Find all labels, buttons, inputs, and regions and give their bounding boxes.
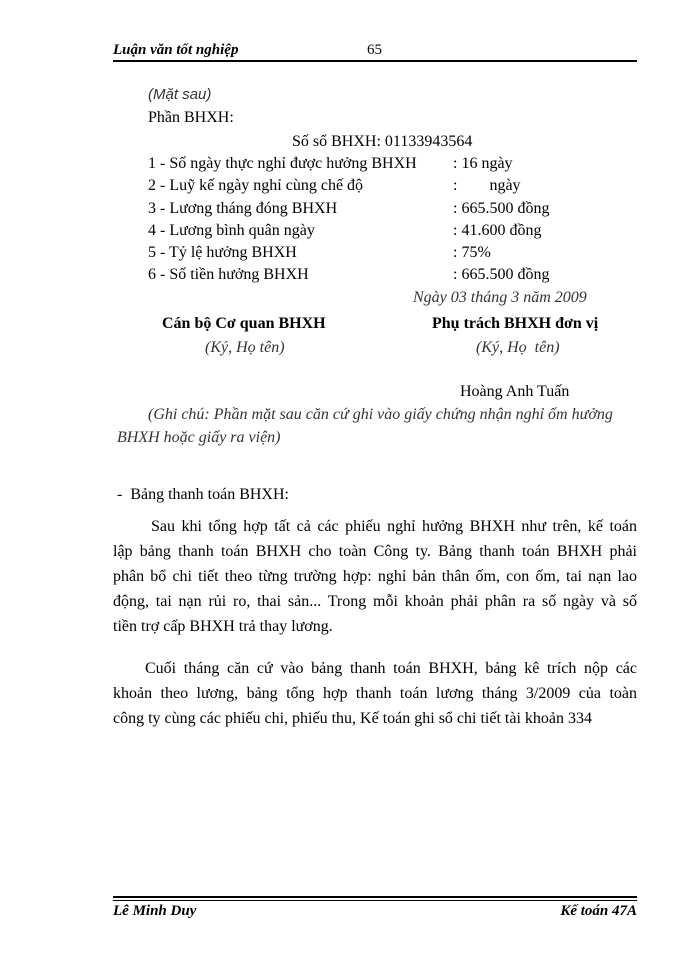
signer-right-title: Phụ trách BHXH đơn vị [432, 315, 599, 332]
paragraph-line: phân bổ chi tiết theo từng trường hợp: nghỉ bản thân ốm, con ốm, tai nạn lao [113, 568, 637, 585]
paragraph-1 [113, 514, 637, 639]
section-title: Phần BHXH: [148, 109, 234, 126]
note-line: BHXH hoặc giấy ra viện) [117, 429, 281, 446]
signer-left-title: Cán bộ Cơ quan BHXH [162, 315, 326, 332]
signer-right-note: (Ký, Họ tên) [476, 339, 560, 356]
paragraph-line: tiền trợ cấp BHXH trả thay lương. [113, 618, 333, 635]
row-value: : 665.500 đồng [453, 200, 550, 217]
row-value: : 75% [453, 244, 491, 261]
document-header-title: Luận văn tốt nghiệp [113, 42, 239, 58]
note-line: (Ghi chú: Phần mặt sau căn cứ ghi vào giấy chứng nhận nghỉ ốm hưởng [148, 406, 613, 423]
row-label: 3 - Lương tháng đóng BHXH [148, 200, 338, 217]
row-label: 2 - Luỹ kế ngày nghỉ cùng chế độ [148, 177, 364, 194]
row-label: 5 - Tỷ lệ hưởng BHXH [148, 244, 297, 261]
paragraph-line: động, tai nạn rủi ro, thai sản... Trong mỗi khoản phải phân ra số ngày và số [113, 593, 637, 610]
footer-class: Kế toán 47A [560, 903, 637, 919]
signature-date: Ngày 03 tháng 3 năm 2009 [413, 289, 587, 306]
paragraph-line: Cuối tháng căn cứ vào bảng thanh toán BHXH, bảng kê trích nộp các [145, 660, 637, 677]
signer-left-note: (Ký, Họ tên) [205, 339, 285, 356]
paragraph-line: lập bảng thanh toán BHXH cho toàn Công ty. Bảng thanh toán BHXH phải [113, 543, 637, 560]
row-label: 6 - Số tiền hưởng BHXH [148, 266, 309, 283]
footer-rule [113, 896, 637, 898]
footer-author: Lê Minh Duy [113, 903, 197, 919]
row-label: 1 - Số ngày thực nghỉ được hưởng BHXH [148, 155, 417, 172]
paragraph-2 [113, 656, 637, 731]
paragraph-line: Sau khi tổng hợp tất cả các phiếu nghỉ hưởng BHXH như trên, kế toán [151, 518, 637, 535]
row-value: : ngày [453, 177, 521, 194]
header-rule [113, 60, 637, 62]
row-value: : 16 ngày [453, 155, 513, 172]
footer-rule-thin [113, 900, 637, 901]
row-value: : 665.500 đồng [453, 266, 550, 283]
row-value: : 41.600 đồng [453, 222, 542, 239]
page-number: 65 [367, 42, 382, 58]
paragraph-line: khoản theo lương, bảng tổng hợp thanh toán lương tháng 3/2009 của toàn [113, 685, 637, 702]
signer-right-name: Hoàng Anh Tuấn [460, 383, 570, 400]
section-heading: - Bảng thanh toán BHXH: [117, 486, 289, 503]
back-side-caption: (Mặt sau) [148, 86, 212, 103]
paragraph-line: công ty cùng các phiếu chi, phiếu thu, Kế toán ghi sổ chi tiết tài khoản 334 [113, 710, 592, 727]
row-label: 4 - Lương bình quân ngày [148, 222, 315, 239]
book-number: Số sổ BHXH: 01133943564 [292, 133, 473, 150]
